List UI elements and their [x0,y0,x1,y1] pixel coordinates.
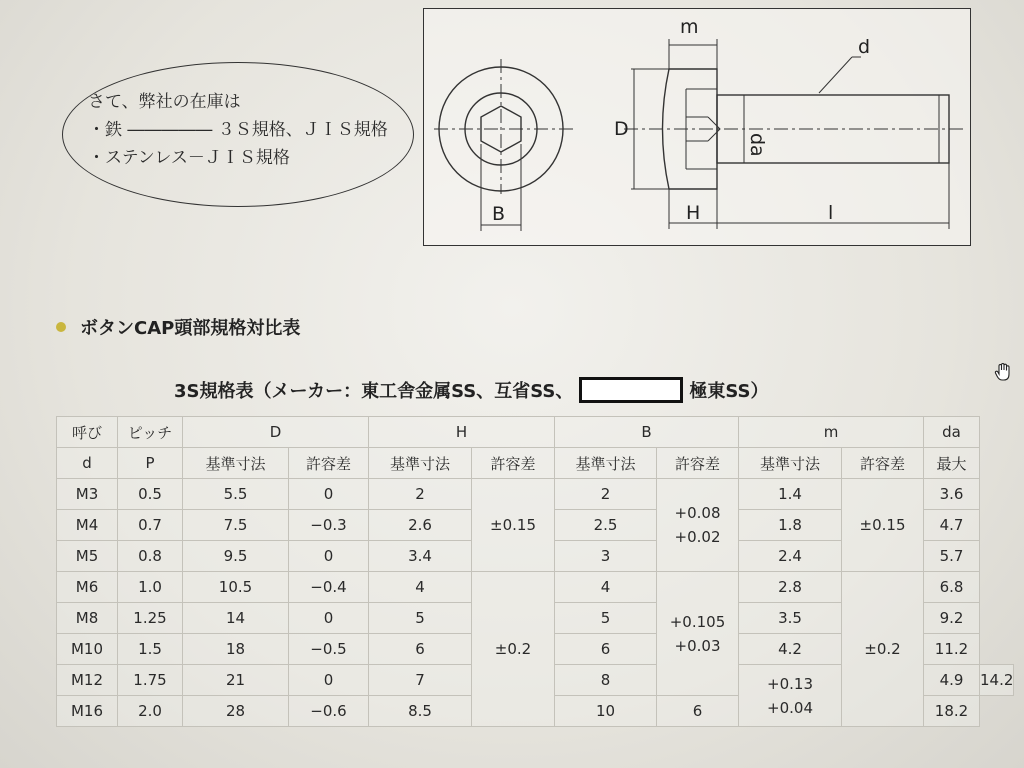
dim-label-l: l [828,202,834,224]
cell-pitch: 1.5 [118,634,183,665]
table-row [57,479,1014,510]
table-title-end: 極東SS） [689,381,769,402]
cell-m-tol: ±0.15 [842,479,924,572]
cell-size: M16 [57,696,118,727]
cell-D-tol: 0 [289,665,369,696]
cell-D-tol: −0.6 [289,696,369,727]
cell-D-tol: 0 [289,603,369,634]
cell-m: 1.8 [739,510,842,541]
cell-B: 3 [555,541,657,572]
subheader-cell: 基準寸法 [739,448,842,479]
cell-m: 2.8 [739,572,842,603]
cell-m: 2.4 [739,541,842,572]
cell-B-tol [657,479,739,572]
cell-H: 5 [369,603,472,634]
cell-D: 10.5 [183,572,289,603]
header-cell: m [739,417,924,448]
cell-D-tol: −0.3 [289,510,369,541]
table-title [174,377,769,403]
cell-pitch: 1.75 [118,665,183,696]
cell-D-tol: −0.5 [289,634,369,665]
dim-label-m: m [680,16,699,38]
cell-size: M3 [57,479,118,510]
cell-size: M4 [57,510,118,541]
cell-H: 3.4 [369,541,472,572]
subheader-cell: 最大 [924,448,980,479]
cell-size: M10 [57,634,118,665]
section-title [56,314,300,340]
cell-D: 18 [183,634,289,665]
cell-D-tol: 0 [289,479,369,510]
cell-m: 1.4 [739,479,842,510]
stock-note [88,88,388,172]
table-subheader-row [57,448,1014,479]
cell-B: 6 [555,634,657,665]
tol-lower: +0.02 [674,528,721,546]
cell-da: 11.2 [924,634,980,665]
header-cell: 呼び [57,417,118,448]
cell-D-tol: 0 [289,541,369,572]
table-row [57,572,1014,603]
header-cell: H [369,417,555,448]
cell-B: 10 [555,696,657,727]
subheader-cell: 基準寸法 [369,448,472,479]
cell-H: 4 [369,572,472,603]
cell-size: M5 [57,541,118,572]
tol-upper: +0.08 [674,504,721,522]
header-cell: D [183,417,369,448]
cell-B: 2 [555,479,657,510]
cell-H: 2.6 [369,510,472,541]
cell-B-tol [657,572,739,696]
stock-note-line: さて、弊社の在庫は [88,92,241,112]
hand-cursor-icon [993,362,1013,382]
dim-label-da: da [746,133,768,157]
cell-da: 4.7 [924,510,980,541]
cell-size: M12 [57,665,118,696]
cell-H: 8.5 [369,696,472,727]
cell-H: 2 [369,479,472,510]
subheader-cell: 許容差 [657,448,739,479]
tol-upper: +0.13 [767,674,813,693]
cell-pitch: 2.0 [118,696,183,727]
table-header-row [57,417,1014,448]
cell-B-tol [739,665,842,727]
cell-H: 7 [369,665,472,696]
subheader-cell: 許容差 [842,448,924,479]
cell-D-tol: −0.4 [289,572,369,603]
tol-upper: +0.105 [669,612,726,631]
cell-da: 3.6 [924,479,980,510]
cell-da: 5.7 [924,541,980,572]
cell-da: 6.8 [924,572,980,603]
subheader-cell: P [118,448,183,479]
cell-B: 4 [555,572,657,603]
screw-drawing-svg [424,9,972,247]
cell-size: M8 [57,603,118,634]
cell-B: 5 [555,603,657,634]
section-title-text: ボタンCAP頭部規格対比表 [80,318,301,339]
cell-pitch: 1.0 [118,572,183,603]
subheader-cell: 許容差 [472,448,555,479]
cell-H-tol: ±0.2 [472,572,555,727]
header-cell: ピッチ [118,417,183,448]
table-title-start: 3S規格表（メーカー：東工舎金属SS、互省SS、 [174,381,574,402]
cell-D: 21 [183,665,289,696]
bullet-icon [56,322,66,332]
cell-pitch: 0.7 [118,510,183,541]
stock-note-line: ・鉄 ――――― ３Ｓ規格、ＪＩＳ規格 [88,120,388,140]
screw-technical-drawing [423,8,971,246]
cell-pitch: 0.8 [118,541,183,572]
cell-D: 7.5 [183,510,289,541]
cell-D: 14 [183,603,289,634]
cell-pitch: 1.25 [118,603,183,634]
dim-label-B: B [492,203,506,225]
cell-B: 8 [555,665,657,696]
header-cell: da [924,417,980,448]
cell-D: 9.5 [183,541,289,572]
cell-m: 4.9 [924,665,980,696]
cell-da: 14.2 [980,665,1014,696]
tol-lower: +0.03 [674,636,721,655]
cell-m: 4.2 [739,634,842,665]
cell-pitch: 0.5 [118,479,183,510]
cell-D: 28 [183,696,289,727]
redaction-box [579,377,683,403]
header-cell: B [555,417,739,448]
cell-m-tol: ±0.2 [842,572,924,727]
spec-table [56,416,1014,727]
cell-D: 5.5 [183,479,289,510]
tol-lower: +0.04 [767,698,813,717]
cell-m: 6 [657,696,739,727]
subheader-cell: 許容差 [289,448,369,479]
cell-m: 3.5 [739,603,842,634]
stock-note-line: ・ステンレス－ＪＩＳ規格 [88,148,290,168]
dim-label-D: D [614,118,629,140]
cell-da: 18.2 [924,696,980,727]
cell-da: 9.2 [924,603,980,634]
cell-H-tol: ±0.15 [472,479,555,572]
dim-label-H: H [686,202,701,224]
subheader-cell: 基準寸法 [183,448,289,479]
dim-label-d: d [858,36,871,58]
subheader-cell: d [57,448,118,479]
cell-H: 6 [369,634,472,665]
subheader-cell: 基準寸法 [555,448,657,479]
cell-B: 2.5 [555,510,657,541]
cell-size: M6 [57,572,118,603]
